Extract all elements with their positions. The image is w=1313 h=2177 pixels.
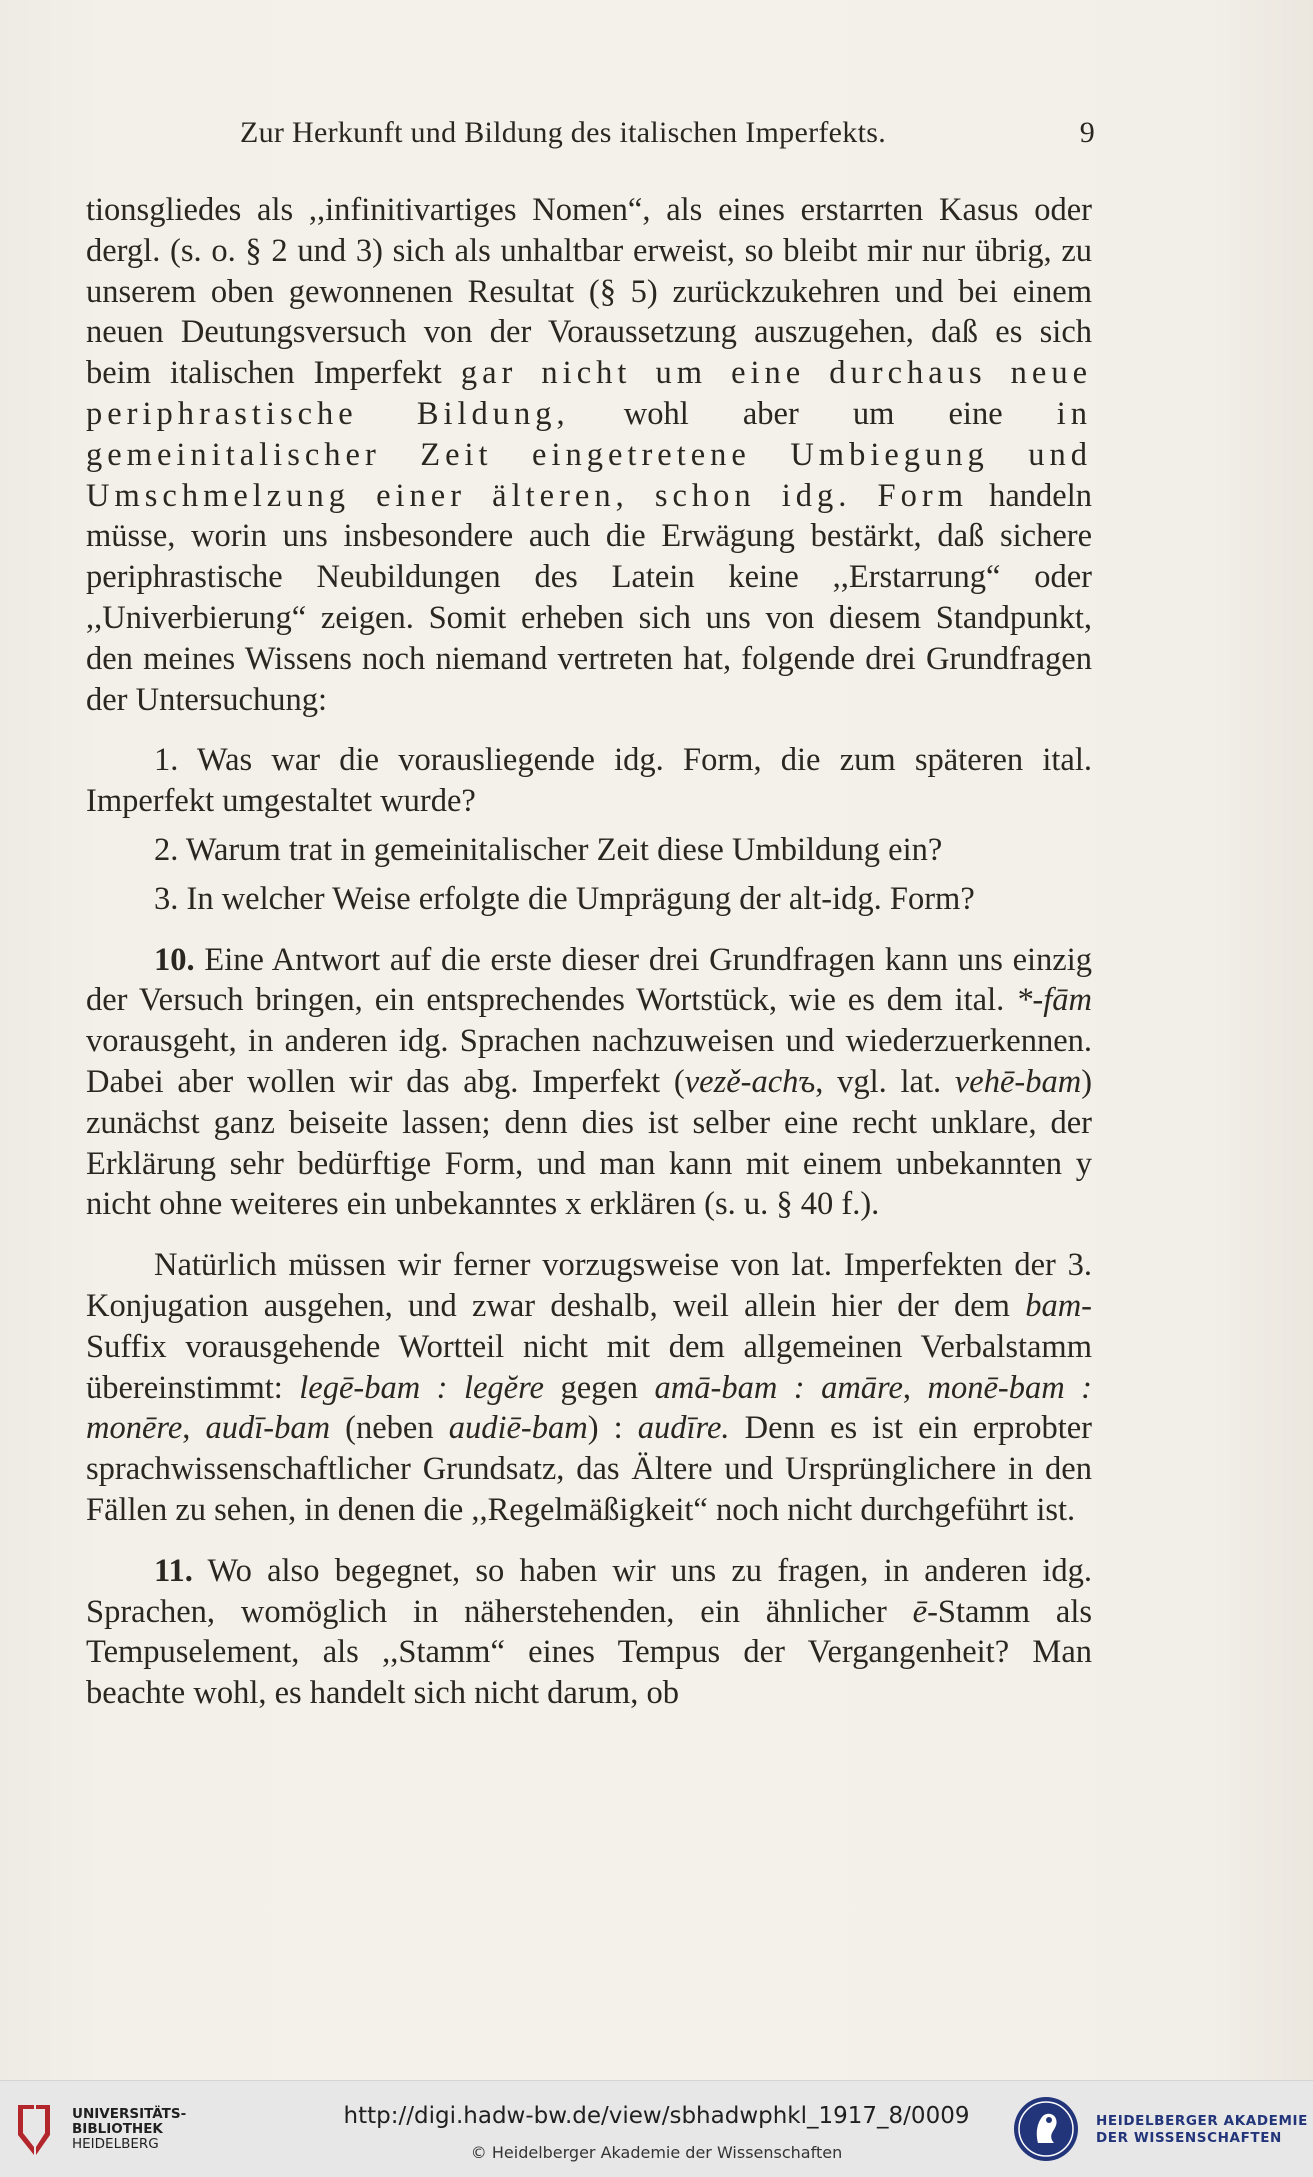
s10-text-b: vorausgeht, in anderen idg. Sprachen nachzuweisen und wiederzuerkennen. Dabei aber wollen wir das abg. Imperfekt ( — [86, 1023, 1092, 1100]
ub-line-2: BIBLIOTHEK — [72, 2121, 163, 2137]
ub-line-3: HEIDELBERG — [72, 2136, 159, 2152]
p3-italic-7: audīre. — [637, 1410, 730, 1447]
s10-italic-3: vehē-bam — [954, 1063, 1082, 1100]
p1-text-c: handeln müsse, worin uns insbesondere auch die Erwägung bestärkt, daß sichere periphrastische Neubildungen des Latein keine ,,Erstarrung“ oder ,,Univerbierung“ zeigen. Somit erheben sich uns von diesem Standpunkt, den meines Wissens noch niemand vertreten hat, folgende drei Grundfragen der Untersuchung: — [86, 477, 1092, 718]
s10-italic-2: vezě-achъ — [684, 1063, 816, 1100]
p3-text-d: , — [902, 1369, 928, 1406]
s11-text-a: Wo also begegnet, so haben wir uns zu fragen, in anderen idg. Sprachen, womöglich in näherstehenden, ein ähnlicher — [86, 1552, 1092, 1630]
copyright-notice: © Heidelberger Akademie der Wissenschaften — [470, 2143, 843, 2162]
paragraph-1 — [86, 190, 1092, 720]
permalink-url[interactable]: http://digi.hadw-bw.de/view/sbhadwphkl_1917_8/0009 — [343, 2103, 970, 2129]
s10-text-a: Eine Antwort auf die erste dieser drei Grundfragen kann uns einzig der Versuch bringen, ein entsprechendes Wortstück, wie es dem ital. — [86, 941, 1092, 1019]
question-1: 1. Was war die vorausliegende idg. Form, die zum späteren ital. Imperfekt umgestaltet wurde? — [86, 742, 1092, 820]
p1-text-b: wohl aber um eine — [569, 395, 1057, 432]
academy-name — [1096, 2113, 1308, 2147]
p3-text-f: (neben — [330, 1410, 449, 1447]
hadw-line-2: DER WISSENSCHAFTEN — [1096, 2130, 1282, 2146]
s10-text-c: , vgl. lat. — [815, 1063, 955, 1100]
p3-text-a: Natürlich müssen wir ferner vorzugsweise von lat. Imperfekten der 3. Konjugation ausgehen, und zwar deshalb, weil allein hier der dem — [86, 1247, 1092, 1324]
p3-text-c: gegen — [543, 1369, 655, 1406]
p1-spaced-b: in gemeinitalischer Zeit eingetretene Umbiegung und Umschmelzung einer älteren, schon idg. Form — [86, 395, 1092, 514]
section-10 — [86, 940, 1092, 1226]
section-number: 10. — [154, 941, 195, 978]
page-number: 9 — [1079, 116, 1095, 149]
section-number: 11. — [154, 1552, 193, 1589]
p3-italic-1: bam — [1025, 1287, 1082, 1324]
p3-text-h: Denn es ist ein erprobter sprachwissenschaftlicher Grundsatz, das Ältere und Ursprünglichere in den Fällen zu sehen, in denen die ,,Regelmäßigkeit“ noch nicht durchgeführt ist. — [86, 1410, 1092, 1528]
p3-italic-5: audī-bam — [205, 1410, 331, 1447]
p3-italic-2: legē-bam : legĕre — [299, 1369, 544, 1406]
question-list — [86, 740, 1092, 919]
p1-text-a: tionsgliedes als ,,infinitivartiges Nomen“, als eines erstarrten Kasus oder dergl. (s. o. § 2 und 3) sich als unhaltbar erweist, so bleibt mir nur übrig, zu unserem oben gewonnenen Resultat (§ 5) zurückzukehren und bei einem neuen Deutungsversuch von der Voraussetzung auszugehen, daß es sich beim italischen Imperfekt — [86, 192, 1092, 392]
p3-italic-6: audiē-bam — [448, 1410, 588, 1447]
s10-text-d: ) zunächst ganz beiseite lassen; denn dies ist selber eine recht unklare, der Erklärung sehr bedürftige Form, und man kann mit einem unbekannten y nicht ohne weiteres ein unbekanntes x erklären (s. u. § 40 f.). — [86, 1063, 1093, 1223]
p3-text-b: -Suffix vorausgehende Wortteil nicht mit dem allgemeinen Verbalstamm übereinstimmt: — [86, 1287, 1092, 1406]
s10-italic-1: *-fām — [1016, 982, 1092, 1019]
p3-italic-4: monē-bam : monēre — [86, 1369, 1093, 1447]
p3-text-g: ) : — [587, 1410, 638, 1447]
s11-text-b: -Stamm als Tempuselement, als ,,Stamm“ eines Tempus der Vergangenheit? Man beachte wohl, es handelt sich nicht darum, ob — [86, 1593, 1092, 1712]
hadw-line-1: HEIDELBERGER AKADEMIE — [1096, 2113, 1308, 2129]
running-title: Zur Herkunft und Bildung des italischen Imperfekts. — [240, 116, 886, 149]
ub-line-1: UNIVERSITÄTS- — [72, 2106, 187, 2122]
p3-italic-3: amā-bam : amāre — [654, 1369, 903, 1406]
p3-text-e: , — [182, 1410, 206, 1447]
body-text — [86, 190, 1092, 1714]
p1-spaced-a: gar nicht um eine durchaus neue periphrastische Bildung, — [86, 355, 1093, 432]
viewer-footer — [0, 2080, 1313, 2177]
question-2: 2. Warum trat in gemeinitalischer Zeit diese Umbildung ein? — [154, 831, 943, 868]
s11-italic-1: ē — [912, 1593, 928, 1630]
academy-seal-icon — [1012, 2095, 1080, 2163]
section-11 — [86, 1551, 1092, 1714]
running-header — [240, 116, 1095, 150]
question-3: 3. In welcher Weise erfolgte die Umprägung der alt-idg. Form? — [154, 880, 975, 917]
paragraph-3 — [86, 1245, 1092, 1531]
